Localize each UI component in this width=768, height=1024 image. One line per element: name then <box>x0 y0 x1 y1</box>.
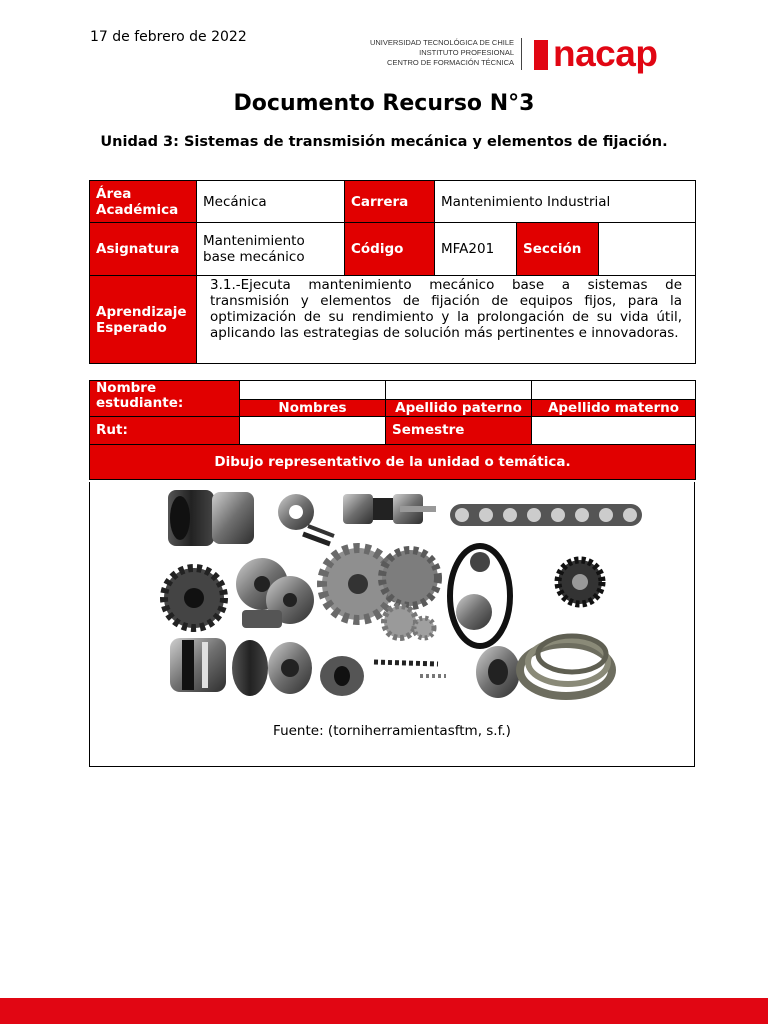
rut-label: Rut: <box>90 417 240 445</box>
carrera-label: Carrera <box>345 181 435 223</box>
logo-line-institute: INSTITUTO PROFESIONAL <box>419 48 514 57</box>
codigo-label: Código <box>345 223 435 276</box>
course-info-table <box>89 180 696 364</box>
asignatura-label: Asignatura <box>90 223 197 276</box>
sprocket-icon <box>164 568 224 628</box>
spur-gear-icon <box>558 560 602 604</box>
logo-divider <box>521 38 522 70</box>
asignatura-value: Mantenimiento base mecánico <box>197 223 345 276</box>
semestre-label: Semestre <box>386 417 532 445</box>
jaw-coupling-icon <box>168 490 254 546</box>
rut-input-cell[interactable] <box>240 417 386 445</box>
flexible-coupling-icon <box>343 494 436 524</box>
dibujo-header: Dibujo representativo de la unidad o temática. <box>90 445 696 480</box>
document-title: Documento Recurso N°3 <box>233 91 535 116</box>
footer-red-band <box>0 998 768 1024</box>
mechanical-parts-illustration <box>90 482 694 714</box>
area-value: Mecánica <box>197 181 345 223</box>
apellido-materno-header: Apellido materno <box>532 400 696 417</box>
inacap-logo-wordmark: nacap <box>553 33 658 74</box>
document-subtitle: Unidad 3: Sistemas de transmisión mecánica y elementos de fijación. <box>100 134 668 150</box>
nombres-header: Nombres <box>240 400 386 417</box>
logo-line-university: UNIVERSIDAD TECNOLÓGICA DE CHILE <box>369 38 514 47</box>
gear-sprockets-icon <box>322 548 438 638</box>
mechanical-elements-figure <box>89 482 695 767</box>
apellido-paterno-header: Apellido paterno <box>386 400 532 417</box>
image-source-caption: Fuente: (torniherramientasftm, s.f.) <box>273 723 511 739</box>
shaft-collar-icon <box>476 646 520 698</box>
nombres-input-cell[interactable] <box>240 381 386 400</box>
bushing-icon <box>320 656 446 696</box>
logo-line-center: CENTRO DE FORMACIÓN TÉCNICA <box>387 58 514 67</box>
aprendizaje-label: Aprendizaje Esperado <box>90 276 197 364</box>
v-belts-icon <box>520 636 612 696</box>
institution-logo-text <box>360 38 514 68</box>
carrera-value: Mantenimiento Industrial <box>435 181 696 223</box>
document-date: 17 de febrero de 2022 <box>90 29 247 45</box>
roller-chain-icon <box>450 504 642 526</box>
area-label: Área Académica <box>90 181 197 223</box>
inacap-logo-mark <box>534 40 548 70</box>
v-belt-pulleys-icon <box>236 558 314 628</box>
semestre-input-cell[interactable] <box>532 417 696 445</box>
belt-drive-icon <box>450 546 510 646</box>
aprendizaje-value: 3.1.-Ejecuta mantenimiento mecánico base a sistemas de transmisión y elementos de fijación de equipos fijos, para la optimización de su rendimiento y la prolongación de su vida útil, aplicando las estrategias de solución más pertinentes e innovadoras. <box>197 276 696 364</box>
seccion-label: Sección <box>517 223 599 276</box>
student-info-table <box>89 380 696 480</box>
codigo-value: MFA201 <box>435 223 517 276</box>
apellido-materno-input-cell[interactable] <box>532 381 696 400</box>
clutch-icon <box>170 638 226 692</box>
seccion-value <box>599 223 696 276</box>
taper-bushing-icon <box>278 494 334 544</box>
apellido-paterno-input-cell[interactable] <box>386 381 532 400</box>
nombre-estudiante-label: Nombre estudiante: <box>90 381 240 417</box>
bearing-housings-icon <box>232 640 312 696</box>
